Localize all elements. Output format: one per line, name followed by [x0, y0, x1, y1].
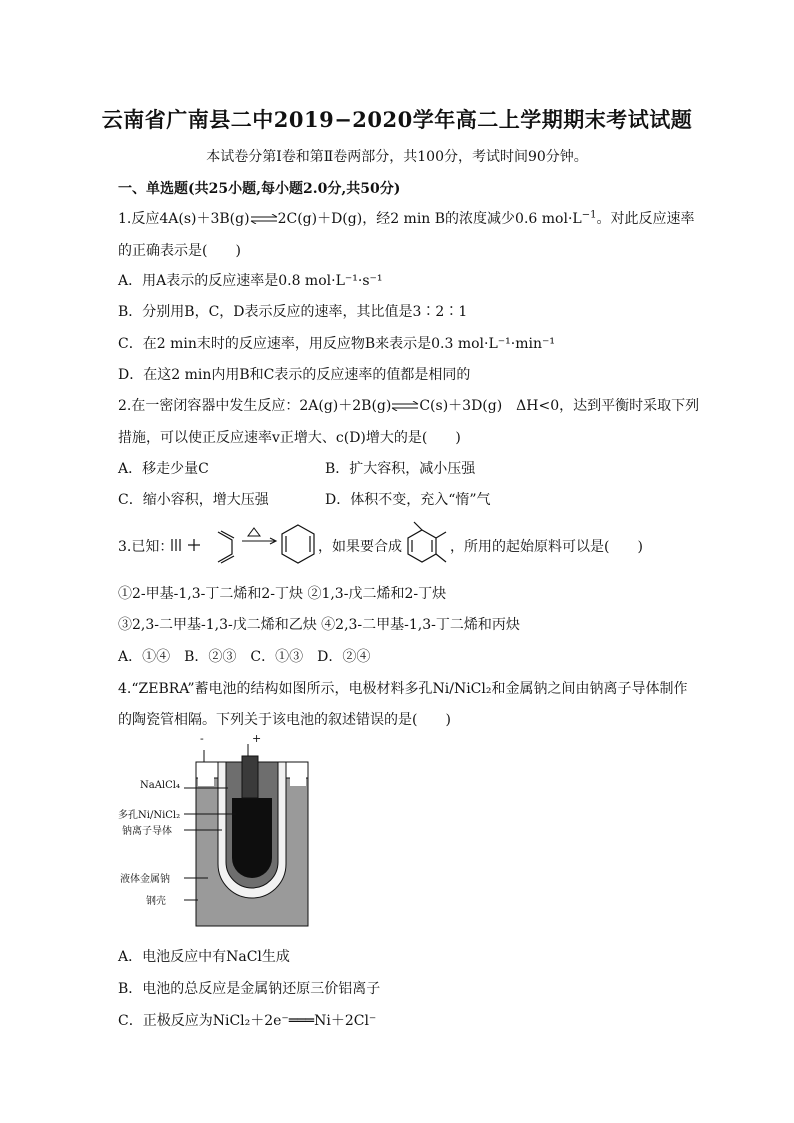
- question-2-stem-line2: 措施，可以使正反应速率v正增大、c(D)增大的是( ): [118, 430, 461, 446]
- q3-mid: ，如果要合成: [318, 539, 402, 555]
- q1-option-c: C．在2 min末时的反应速率，用反应物B来表示是0.3 mol·L⁻¹·min⁻¹: [118, 336, 555, 352]
- butadiene-icon: [214, 524, 240, 564]
- page-title: 云南省广南县二中2019−2020学年高二上学期期末考试试题: [101, 107, 693, 132]
- heat-arrow-icon: [242, 526, 278, 546]
- q4-option-c: C．正极反应为NiCl₂＋2e⁻═══Ni＋2Cl⁻: [118, 1013, 377, 1029]
- equilibrium-arrow-icon: [250, 214, 278, 224]
- label-liquid-sodium: 液体金属钠: [120, 874, 170, 885]
- exam-instructions: 本试卷分第Ⅰ卷和第Ⅱ卷两部分，共100分，考试时间90分钟。: [206, 149, 588, 165]
- equilibrium-arrow-icon: [391, 401, 419, 411]
- question-3-stem: [118, 520, 678, 572]
- q3-prefix: 3.已知：: [118, 539, 174, 555]
- question-2-stem: [118, 395, 699, 415]
- q2-option-b: B．扩大容积，减小压强: [325, 461, 476, 477]
- q2-stem-part2: C(s)＋3D(g) ΔH<0，达到平衡时采取下列: [419, 398, 700, 414]
- q1-stem-part2: 2C(g)＋D(g)，经2 min B的浓度减少0.6 mol·L: [277, 211, 582, 227]
- label-porous-ni: 多孔Ni/NiCl₂: [118, 810, 181, 821]
- q2-option-c: C．缩小容积，增大压强: [118, 492, 269, 508]
- q4-option-b: B．电池的总反应是金属钠还原三价铝离子: [118, 981, 381, 997]
- q3-choices-line1: ①2-甲基-1,3-丁二烯和2-丁炔 ②1,3-戊二烯和2-丁炔: [118, 586, 447, 602]
- q4-option-a: A．电池反应中有NaCl生成: [118, 949, 290, 965]
- q2-option-a: A．移走少量C: [118, 461, 209, 477]
- q2-option-d: D．体积不变，充入“惰”气: [325, 492, 491, 508]
- q3-suffix: ，所用的起始原料可以是( ): [450, 539, 643, 555]
- q2-options-row2: [118, 489, 678, 509]
- q3-choices-line2: ③2,3-二甲基-1,3-戊二烯和乙炔 ④2,3-二甲基-1,3-丁二烯和丙炔: [118, 617, 520, 633]
- q1-option-b: B．分别用B，C，D表示反应的速率，其比值是3∶2∶1: [118, 304, 468, 320]
- question-1-stem: [118, 208, 694, 228]
- q1-option-a: A．用A表示的反应速率是0.8 mol·L⁻¹·s⁻¹: [118, 273, 383, 289]
- q1-superscript: −1: [581, 209, 597, 221]
- positive-terminal-label: +: [252, 732, 262, 745]
- q1-stem-part3: 。对此反应速率: [596, 211, 695, 227]
- q1-option-d: D．在这2 min内用B和C表示的反应速率的值都是相同的: [118, 367, 471, 383]
- label-steel-shell: 钢壳: [146, 896, 166, 907]
- question-4-stem-line2: 的陶瓷管相隔。下列关于该电池的叙述错误的是( ): [118, 712, 451, 728]
- question-4-stem: 4.“ZEBRA”蓄电池的结构如图所示，电极材料多孔Ni/NiCl₂和金属钠之间由钠离子导体制作: [118, 681, 688, 697]
- q2-stem-part1: 2.在一密闭容器中发生反应：2A(g)＋2B(g): [118, 398, 392, 414]
- section-heading: 一、单选题(共25小题,每小题2.0分,共50分): [118, 181, 401, 197]
- zebra-battery-diagram: [118, 734, 348, 930]
- question-1-stem-line2: 的正确表示是( ): [118, 243, 241, 259]
- q3-answer-options: A．①④ B．②③ C．①③ D．②④: [118, 649, 371, 665]
- label-naalcl4: NaAlCl₄: [140, 780, 180, 791]
- dimethylcyclohexadiene-icon: [400, 520, 452, 572]
- cyclohexene-icon: [278, 522, 318, 568]
- q2-options-row1: [118, 458, 678, 478]
- negative-terminal-label: -: [200, 732, 204, 745]
- alkyne-plus-icon: [170, 538, 214, 552]
- q1-stem-part1: 1.反应4A(s)＋3B(g): [118, 211, 250, 227]
- label-sodium-ion-conductor: 钠离子导体: [122, 826, 172, 837]
